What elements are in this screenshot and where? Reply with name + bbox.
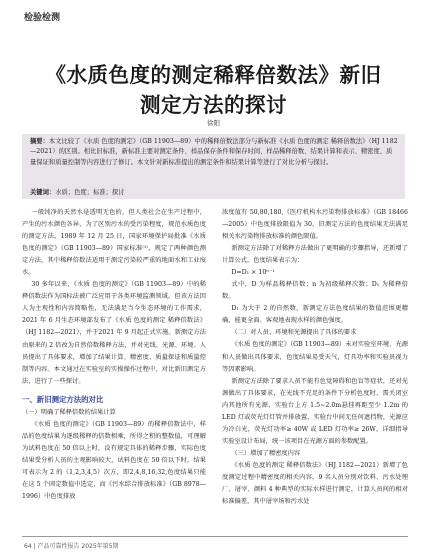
abstract-text: 本文比较了《水质 色度的测定》（GB 11903—89）中的稀释倍数法部分与新标准《水质 色度的测定 稀释倍数法》（HJ 1182—2021）的区别。相比旧标准，新标准主要对测定条件、样品保存条件和保存时间、样品稀释倍数、结果计算和表示、精密度、质量保证和质量控制等内容进行了修订。本文针对新标准提出的测定条件和结果计算等进行了对比分析与探讨。	[30, 138, 398, 166]
paragraph: 《水质 色度的测定 稀释倍数法》（HJ 1182—2021）新增了色度测定过程中精密度的相关内容，9 名人员分别对饮料、污水处理厂、屠宰、颜料 4 种典型的实际水样进行测定，计算人员间的相对标准偏差，其中屠宰场和污水处	[222, 461, 408, 506]
paragraph: 《水质 色度的测定》（GB 11903—89）未对实验室环境、光源和人员做出具体要求，色度结果易受天气，灯具功率和实验员视力等因素影响。	[222, 341, 408, 373]
section-heading: 一、新旧测定方法的对比	[22, 394, 104, 404]
footer-divider	[22, 536, 408, 537]
article-title-line2: 测定方法的探讨	[140, 93, 287, 117]
formula: D=D₁ × 10ⁿ⁻¹	[231, 269, 275, 277]
keywords-label: 关键词：	[30, 189, 56, 196]
paragraph: 式中，D 为样品稀释倍数；n 为初级稀释次数；D₁ 为稀释倍数。	[222, 281, 408, 301]
section-category: 检验检测	[24, 13, 61, 23]
author-name: 徐阳	[207, 119, 220, 127]
paragraph: 《水质 色度的测定》（GB 11903—89）的稀释倍数法中，样品的色度结果为逐级稀释的倍数相乘，所得之积的整数值，可理解为试料色度在 50 倍以上时，没有规定具体的稀释步骤，实际色度结果受分析人员的主观影响较大，试料色度在 50 倍以下时，结果可表示为 2 的（1,2,3,4,5）次方，即2,4,8,16,32,色度结果只能在这 5 个固定数值中选定，而《污水综合排放标准》（GB 8978—1996）中色度排放	[22, 420, 206, 500]
subsection-heading: （二）对人员、环境和光源提出了具体的要求	[231, 329, 357, 337]
subsection-heading: （三）增加了精密度内容	[231, 449, 301, 457]
subsection-heading: （一）明确了稀释倍数的结果计算	[22, 408, 116, 416]
paragraph: 浓度值有 50,80,180,《医疗机构水污染物排放标准》（GB 18466—2005）中色度排放限值为 30，旧测定方法的色度结果无法满足相关水污染物排放标准的颜色限值。	[222, 209, 408, 241]
abstract	[30, 137, 398, 168]
paragraph: D₁ 为大于 2 的自然数，新测定方法色度结果的数值范围更精确，能更全面、客观地表现水样的颜色强度。	[222, 305, 408, 325]
keywords-text: 水质；色度；标准；探讨	[55, 189, 125, 196]
abstract-label: 摘要：	[30, 138, 49, 145]
page-footer: 64 | 产品可靠性报告 2025年第5期	[24, 543, 119, 550]
keywords	[30, 187, 398, 196]
body-column-right	[222, 207, 408, 508]
paragraph: 30 多年以来，《水质 色度的测定》（GB 11903—89）中的稀释倍数法作为国标法被广泛应用于各类环境监测领域。但该方法因人为主观性和内容简略性，无法满足当今生态环境的工作需求，2021 年 6 月生态环境部发布了《水质 色度的测定 稀释倍数法》（HJ 1182—2021），并于2021 年 9 月起正式实施。新测定方法由原来的 2 倍改为自然倍数稀释方法，并对光线、光源、环境、人员提出了具体要求，增加了结果计算、精密度、质量保证和质量控制等内容。本文通过在实验室的实操操作过程中，对比新旧测定方法，进行了一些探讨。	[22, 281, 206, 385]
article-title-line1: 《水质色度的测定稀释倍数法》新旧	[45, 63, 382, 87]
body-column-left	[22, 207, 206, 503]
paragraph: 新测定方法除了对稀释方法做出了更明确的步骤指导，还新增了计算公式，色度结果表示为：	[222, 245, 408, 265]
paragraph: 新测定方法除了要求人员不能有色觉障碍和色盲等症状，还对光源做出了具体要求，在光线不充足的条件下分析色度时，需关闭室内其他所有光源，实验台上方 1.5~2.0m悬挂再距至少 1.2m 的 LED 灯或荧光灯灯管并排放置，实验台中间无任何遮挡物，光源应为冷白光，荧光灯功率≥ 40W 或 LED 灯功率≥ 26W，详细指导实验室设计布局，统一该项目在光源方面的参数配置。	[222, 377, 408, 445]
paragraph: 一般纯净的天然水是透明无色的，但人类社会在生产过程中，产生的污水颜色各异，为了区别污水的受污染程度，规范水质色度的测定方法，1989 年 12 月 25 日，国家环境保护局批准《水质 色度的测定》（GB 11903—89）国家标准⁽¹⁾，规定了两种颜色测定方法，其中稀释倍数法适用于测定污染较严重的地面水和工业废水。	[22, 209, 206, 277]
